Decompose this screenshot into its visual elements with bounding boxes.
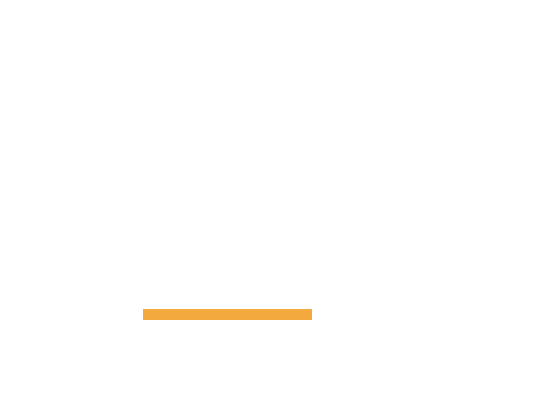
explain-banner (143, 309, 312, 320)
